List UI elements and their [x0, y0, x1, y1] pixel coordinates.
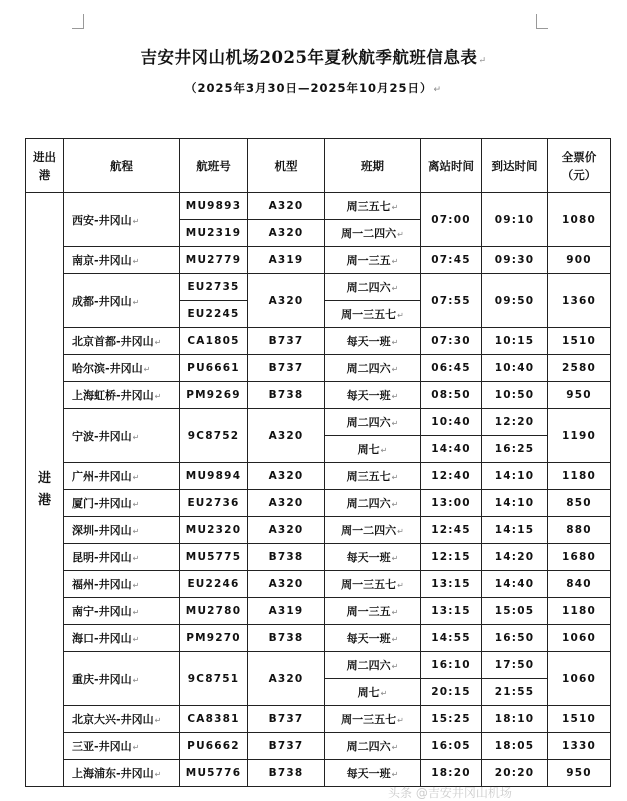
- departure-cell: 18:20: [421, 760, 482, 787]
- flight-no-cell: MU2779: [180, 247, 248, 274]
- departure-cell: 10:40: [421, 409, 482, 436]
- header-port: 进出港: [26, 139, 64, 193]
- arrival-cell: 16:50: [482, 625, 548, 652]
- aircraft-cell: A320: [248, 571, 325, 598]
- route-cell: 三亚-井冈山↵: [64, 733, 180, 760]
- arrival-cell: 14:40: [482, 571, 548, 598]
- route-cell: 南宁-井冈山↵: [64, 598, 180, 625]
- price-cell: 950: [548, 760, 611, 787]
- route-cell: 厦门-井冈山↵: [64, 490, 180, 517]
- route-cell: 南京-井冈山↵: [64, 247, 180, 274]
- table-row: [26, 274, 611, 301]
- aircraft-cell: B737: [248, 706, 325, 733]
- aircraft-cell: A320: [248, 517, 325, 544]
- route-cell: 海口-井冈山↵: [64, 625, 180, 652]
- route-cell: 福州-井冈山↵: [64, 571, 180, 598]
- schedule-cell: 周一三五七↵: [325, 301, 421, 328]
- flight-no-cell: MU2780: [180, 598, 248, 625]
- schedule-cell: 周一三五↵: [325, 247, 421, 274]
- arrival-cell: 14:10: [482, 463, 548, 490]
- route-cell: 深圳-井冈山↵: [64, 517, 180, 544]
- aircraft-cell: A320: [248, 652, 325, 706]
- route-cell: 上海浦东-井冈山↵: [64, 760, 180, 787]
- departure-cell: 16:05: [421, 733, 482, 760]
- flight-no-cell: MU9894: [180, 463, 248, 490]
- price-cell: 1060: [548, 625, 611, 652]
- schedule-cell: 周七↵: [325, 436, 421, 463]
- flight-no-cell: 9C8752: [180, 409, 248, 463]
- route-cell: 西安-井冈山↵: [64, 193, 180, 247]
- schedule-cell: 周一三五↵: [325, 598, 421, 625]
- table-row: [26, 571, 611, 598]
- port-label: 进港: [26, 193, 64, 787]
- schedule-cell: 周三五七↵: [325, 463, 421, 490]
- arrival-cell: 18:10: [482, 706, 548, 733]
- price-cell: 1330: [548, 733, 611, 760]
- aircraft-cell: B737: [248, 328, 325, 355]
- header-departure: 离站时间: [421, 139, 482, 193]
- schedule-cell: 每天一班↵: [325, 760, 421, 787]
- header-arrival: 到达时间: [482, 139, 548, 193]
- arrival-cell: 20:20: [482, 760, 548, 787]
- price-cell: 1060: [548, 652, 611, 706]
- price-cell: 2580: [548, 355, 611, 382]
- price-cell: 950: [548, 382, 611, 409]
- page-title: 吉安井冈山机场2025年夏秋航季航班信息表↵: [140, 48, 487, 67]
- flight-no-cell: EU2735: [180, 274, 248, 301]
- price-cell: 850: [548, 490, 611, 517]
- table-row: [26, 652, 611, 679]
- route-cell: 北京首都-井冈山↵: [64, 328, 180, 355]
- aircraft-cell: B738: [248, 625, 325, 652]
- schedule-cell: 周二四六↵: [325, 652, 421, 679]
- route-cell: 昆明-井冈山↵: [64, 544, 180, 571]
- schedule-cell: 周一三五七↵: [325, 571, 421, 598]
- departure-cell: 12:45: [421, 517, 482, 544]
- flight-no-cell: 9C8751: [180, 652, 248, 706]
- departure-cell: 07:00: [421, 193, 482, 247]
- table-row: [26, 598, 611, 625]
- price-cell: 1180: [548, 598, 611, 625]
- departure-cell: 07:55: [421, 274, 482, 328]
- page-subtitle: （2025年3月30日—2025年10月25日）↵: [184, 81, 443, 95]
- price-cell: 900: [548, 247, 611, 274]
- table-header-row: [26, 139, 611, 193]
- header-price: 全票价（元）: [548, 139, 611, 193]
- arrival-cell: 09:30: [482, 247, 548, 274]
- aircraft-cell: B738: [248, 544, 325, 571]
- aircraft-cell: A320: [248, 220, 325, 247]
- aircraft-cell: A320: [248, 274, 325, 328]
- price-cell: 880: [548, 517, 611, 544]
- flight-no-cell: EU2736: [180, 490, 248, 517]
- flight-no-cell: PU6662: [180, 733, 248, 760]
- departure-cell: 07:45: [421, 247, 482, 274]
- departure-cell: 13:15: [421, 571, 482, 598]
- aircraft-cell: A320: [248, 463, 325, 490]
- departure-cell: 12:15: [421, 544, 482, 571]
- schedule-cell: 周三五七↵: [325, 193, 421, 220]
- flight-no-cell: MU9893: [180, 193, 248, 220]
- arrival-cell: 09:50: [482, 274, 548, 328]
- header-route: 航程: [64, 139, 180, 193]
- price-cell: 1510: [548, 706, 611, 733]
- table-row: [26, 193, 611, 220]
- aircraft-cell: A320: [248, 409, 325, 463]
- schedule-cell: 周二四六↵: [325, 409, 421, 436]
- flight-no-cell: CA8381: [180, 706, 248, 733]
- departure-cell: 06:45: [421, 355, 482, 382]
- arrival-cell: 10:40: [482, 355, 548, 382]
- table-row: [26, 382, 611, 409]
- table-body: [26, 193, 611, 787]
- schedule-cell: 每天一班↵: [325, 328, 421, 355]
- schedule-cell: 周一二四六↵: [325, 517, 421, 544]
- arrival-cell: 21:55: [482, 679, 548, 706]
- schedule-cell: 周二四六↵: [325, 733, 421, 760]
- table-row: [26, 463, 611, 490]
- table-row: [26, 544, 611, 571]
- table-row: [26, 706, 611, 733]
- flight-no-cell: MU5775: [180, 544, 248, 571]
- departure-cell: 08:50: [421, 382, 482, 409]
- departure-cell: 12:40: [421, 463, 482, 490]
- route-cell: 宁波-井冈山↵: [64, 409, 180, 463]
- schedule-cell: 每天一班↵: [325, 382, 421, 409]
- aircraft-cell: B737: [248, 355, 325, 382]
- flight-no-cell: EU2246: [180, 571, 248, 598]
- price-cell: 1680: [548, 544, 611, 571]
- arrival-cell: 17:50: [482, 652, 548, 679]
- header-aircraft: 机型: [248, 139, 325, 193]
- aircraft-cell: B738: [248, 760, 325, 787]
- arrival-cell: 10:15: [482, 328, 548, 355]
- schedule-cell: 周二四六↵: [325, 355, 421, 382]
- schedule-cell: 每天一班↵: [325, 544, 421, 571]
- table-row: [26, 490, 611, 517]
- aircraft-cell: B737: [248, 733, 325, 760]
- arrival-cell: 14:20: [482, 544, 548, 571]
- schedule-cell: 周二四六↵: [325, 274, 421, 301]
- page-corner-mark-left: [72, 14, 84, 29]
- flight-schedule-table: [25, 138, 611, 787]
- departure-cell: 16:10: [421, 652, 482, 679]
- departure-cell: 13:00: [421, 490, 482, 517]
- schedule-cell: 周二四六↵: [325, 490, 421, 517]
- price-cell: 840: [548, 571, 611, 598]
- watermark: 头条 @吉安井冈山机场: [388, 786, 512, 800]
- page-corner-mark-right: [536, 14, 548, 29]
- flight-no-cell: CA1805: [180, 328, 248, 355]
- schedule-cell: 周七↵: [325, 679, 421, 706]
- arrival-cell: 10:50: [482, 382, 548, 409]
- table-row: [26, 760, 611, 787]
- schedule-cell: 周一二四六↵: [325, 220, 421, 247]
- route-cell: 成都-井冈山↵: [64, 274, 180, 328]
- table-row: [26, 247, 611, 274]
- table-row: [26, 517, 611, 544]
- flight-no-cell: PM9270: [180, 625, 248, 652]
- arrival-cell: 14:15: [482, 517, 548, 544]
- flight-no-cell: PU6661: [180, 355, 248, 382]
- aircraft-cell: A320: [248, 193, 325, 220]
- price-cell: 1180: [548, 463, 611, 490]
- route-cell: 哈尔滨-井冈山↵: [64, 355, 180, 382]
- departure-cell: 14:40: [421, 436, 482, 463]
- schedule-cell: 每天一班↵: [325, 625, 421, 652]
- table-row: [26, 355, 611, 382]
- aircraft-cell: B738: [248, 382, 325, 409]
- arrival-cell: 12:20: [482, 409, 548, 436]
- departure-cell: 07:30: [421, 328, 482, 355]
- price-cell: 1360: [548, 274, 611, 328]
- departure-cell: 20:15: [421, 679, 482, 706]
- route-cell: 重庆-井冈山↵: [64, 652, 180, 706]
- arrival-cell: 18:05: [482, 733, 548, 760]
- price-cell: 1510: [548, 328, 611, 355]
- price-cell: 1190: [548, 409, 611, 463]
- arrival-cell: 16:25: [482, 436, 548, 463]
- flight-no-cell: MU2319: [180, 220, 248, 247]
- route-cell: 上海虹桥-井冈山↵: [64, 382, 180, 409]
- header-schedule: 班期: [325, 139, 421, 193]
- table-row: [26, 409, 611, 436]
- table-row: [26, 733, 611, 760]
- flight-no-cell: PM9269: [180, 382, 248, 409]
- departure-cell: 15:25: [421, 706, 482, 733]
- table-row: [26, 625, 611, 652]
- departure-cell: 13:15: [421, 598, 482, 625]
- header-flight-no: 航班号: [180, 139, 248, 193]
- flight-no-cell: EU2245: [180, 301, 248, 328]
- flight-no-cell: MU2320: [180, 517, 248, 544]
- departure-cell: 14:55: [421, 625, 482, 652]
- flight-no-cell: MU5776: [180, 760, 248, 787]
- arrival-cell: 15:05: [482, 598, 548, 625]
- route-cell: 北京大兴-井冈山↵: [64, 706, 180, 733]
- aircraft-cell: A320: [248, 490, 325, 517]
- arrival-cell: 14:10: [482, 490, 548, 517]
- arrival-cell: 09:10: [482, 193, 548, 247]
- price-cell: 1080: [548, 193, 611, 247]
- schedule-cell: 周一三五七↵: [325, 706, 421, 733]
- aircraft-cell: A319: [248, 598, 325, 625]
- table-row: [26, 328, 611, 355]
- aircraft-cell: A319: [248, 247, 325, 274]
- route-cell: 广州-井冈山↵: [64, 463, 180, 490]
